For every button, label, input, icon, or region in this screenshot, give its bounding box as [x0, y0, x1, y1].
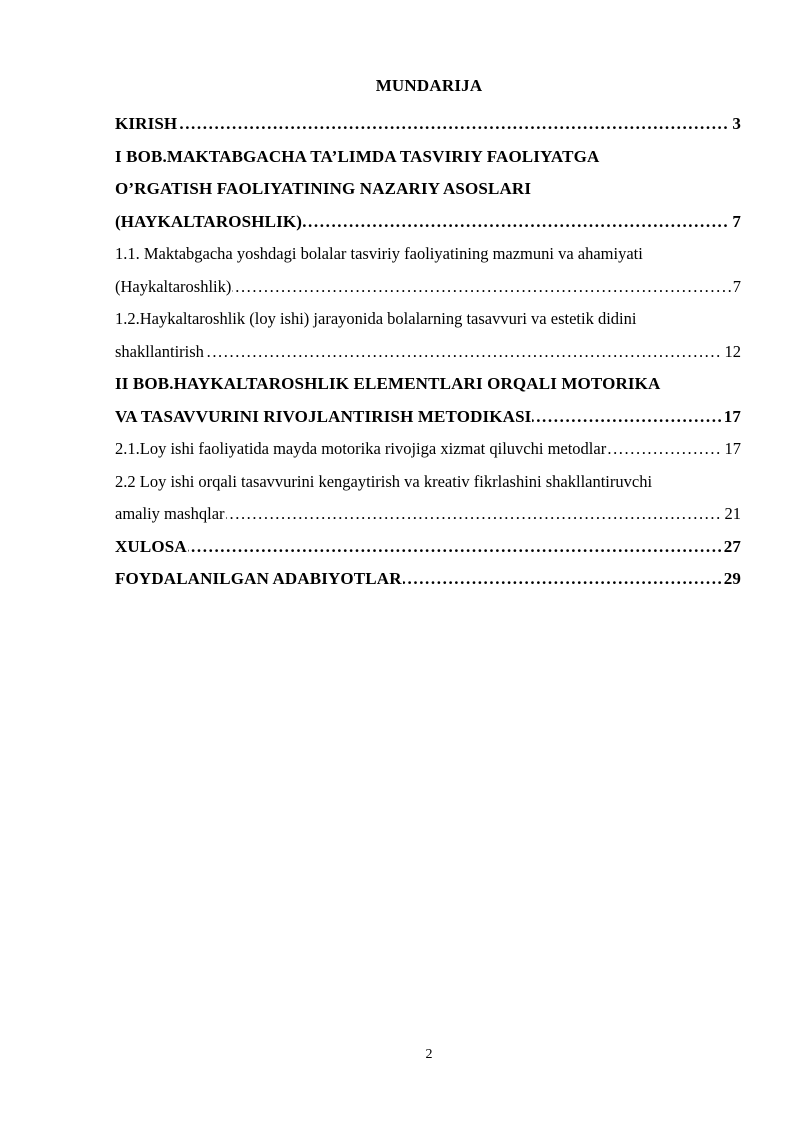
toc-entry-text: (Haykaltaroshlik) [115, 276, 232, 296]
toc-entry-text: I BOB.MAKTABGACHA TA’LIMDA TASVIRIY FAOLIYATGA [115, 146, 600, 166]
toc-entry-kirish [115, 108, 741, 141]
toc-entry-page: 7 [730, 206, 741, 239]
toc-title: MUNDARIJA [375, 76, 483, 95]
toc-entry-page: 3 [730, 108, 741, 141]
toc-entry-text: II BOB.HAYKALTAROSHLIK ELEMENTLARI ORQALI MOTORIKA [115, 374, 661, 393]
toc-entry-page: 7 [731, 271, 741, 304]
toc-entry-chapter-1-line-3 [115, 206, 741, 239]
toc-entry-chapter-1-line-1 [115, 141, 741, 174]
toc-entry-page: 17 [723, 433, 742, 466]
toc-entry-page: 21 [723, 498, 742, 531]
toc-entry-text: 1.1. Maktabgacha yoshdagi bolalar tasviriy faoliyatining mazmuni va ahamiyati [115, 244, 643, 263]
toc-entry-chapter-1-line-2 [115, 173, 741, 206]
toc-entry-page: 29 [722, 563, 741, 596]
toc-entry-text: 1.2.Haykaltaroshlik (loy ishi) jarayonida bolalarning tasavvuri va estetik didini [115, 309, 637, 328]
toc-entry-text: shakllantirish [115, 341, 204, 361]
toc-entry-text: VA TASAVVURINI RIVOJLANTIRISH METODIKASI [115, 406, 532, 426]
toc-entry-text: 2.2 Loy ishi orqali tasavvurini kengaytirish va kreativ fikrlashini shakllantiruvchi [115, 471, 653, 491]
toc-entry-chapter-2-line-2 [115, 401, 741, 434]
toc-entry-page: 27 [722, 531, 741, 564]
toc-entry-chapter-2-line-1 [115, 368, 741, 401]
toc-entry-text: (HAYKALTAROSHLIK) [115, 211, 303, 231]
toc-entry-text: XULOSA [115, 536, 187, 556]
toc-entry-section-2-1 [115, 433, 741, 466]
toc-entry-section-2-2-line-2 [115, 498, 741, 531]
toc-entry-adabiyotlar [115, 563, 741, 596]
toc-entry-section-1-1-line-1 [115, 238, 741, 271]
toc-entry-xulosa [115, 531, 741, 564]
toc-entry-text: 2.1.Loy ishi faoliyatida mayda motorika rivojiga xizmat qiluvchi metodlar [115, 439, 607, 458]
toc-entry-text: O’RGATISH FAOLIYATINING NAZARIY ASOSLARI [115, 179, 532, 198]
toc-entry-text: KIRISH [115, 114, 178, 133]
toc-entry-section-1-2-line-1 [115, 303, 741, 336]
page-number: 2 [425, 1047, 433, 1062]
toc-entry-page: 12 [723, 336, 742, 369]
toc-entry-text: FOYDALANILGAN ADABIYOTLAR [115, 569, 402, 588]
toc-entry-section-1-2-line-2 [115, 336, 741, 369]
toc-entry-section-1-1-line-2 [115, 271, 741, 304]
toc-entry-section-2-2-line-1 [115, 466, 741, 499]
toc-entry-text: amaliy mashqlar [115, 504, 225, 523]
table-of-contents [115, 108, 741, 596]
toc-entry-page: 17 [722, 401, 741, 434]
